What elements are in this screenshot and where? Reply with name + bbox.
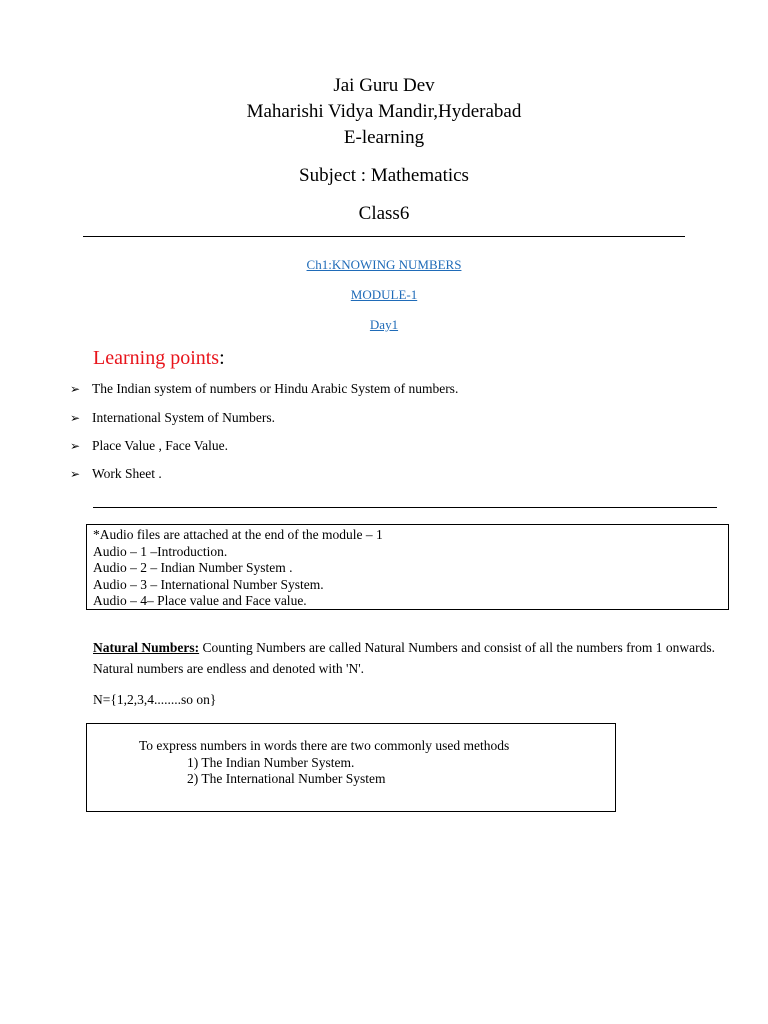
- learning-point-text: International System of Numbers.: [92, 410, 275, 425]
- audio-item: Audio – 2 – Indian Number System .: [93, 560, 293, 575]
- learning-point-text: The Indian system of numbers or Hindu Arabic System of numbers.: [92, 381, 459, 396]
- method-item: 2) The International Number System: [187, 771, 386, 786]
- learning-point: [70, 410, 275, 426]
- learning-points-heading: [93, 347, 225, 370]
- learning-point-text: Place Value , Face Value.: [92, 438, 228, 453]
- module-link[interactable]: MODULE-1: [350, 287, 418, 302]
- methods-box: [86, 723, 616, 812]
- class-title: Class6: [358, 203, 410, 224]
- learning-points-label: Learning points: [93, 347, 220, 369]
- school-motto: Jai Guru Dev: [333, 75, 435, 96]
- learning-point-text: Work Sheet .: [92, 466, 162, 481]
- audio-note: *Audio files are attached at the end of the module – 1: [93, 527, 383, 542]
- natural-numbers-definition: Counting Numbers are called Natural Numbers and consist of all the numbers from 1 onwards. Natural numbers are endless and denoted with 'N'.: [93, 640, 715, 676]
- learning-point: [70, 438, 228, 454]
- school-name: Maharishi Vidya Mandir,Hyderabad: [246, 101, 522, 122]
- natural-numbers-paragraph: [93, 638, 733, 679]
- natural-numbers-set: N={1,2,3,4........so on}: [93, 692, 217, 707]
- natural-numbers-term: Natural Numbers:: [93, 640, 200, 655]
- chapter-link-row: [0, 256, 768, 274]
- audio-item: Audio – 3 – International Number System.: [93, 576, 324, 592]
- learning-point: [70, 466, 162, 482]
- day-link[interactable]: Day1: [369, 317, 399, 332]
- learning-point: [70, 381, 458, 397]
- module-link-row: [0, 286, 768, 304]
- section-divider: [93, 507, 717, 508]
- subject-title: Subject : Mathematics: [299, 165, 469, 186]
- arrow-bullet-icon: ➢: [70, 467, 81, 481]
- method-item: 1) The Indian Number System.: [187, 754, 355, 770]
- arrow-bullet-icon: ➢: [70, 382, 81, 396]
- arrow-bullet-icon: ➢: [70, 411, 81, 425]
- audio-files-box: [86, 524, 729, 610]
- arrow-bullet-icon: ➢: [70, 439, 81, 453]
- day-link-row: [0, 316, 768, 334]
- learning-points-colon: :: [219, 347, 225, 369]
- methods-intro: To express numbers in words there are two commonly used methods: [139, 738, 510, 753]
- header-divider: [83, 236, 685, 237]
- audio-item: Audio – 4– Place value and Face value.: [93, 593, 307, 608]
- audio-item: Audio – 1 –Introduction.: [93, 543, 228, 559]
- chapter-link[interactable]: Ch1:KNOWING NUMBERS: [306, 257, 462, 272]
- program-name: E-learning: [343, 127, 425, 148]
